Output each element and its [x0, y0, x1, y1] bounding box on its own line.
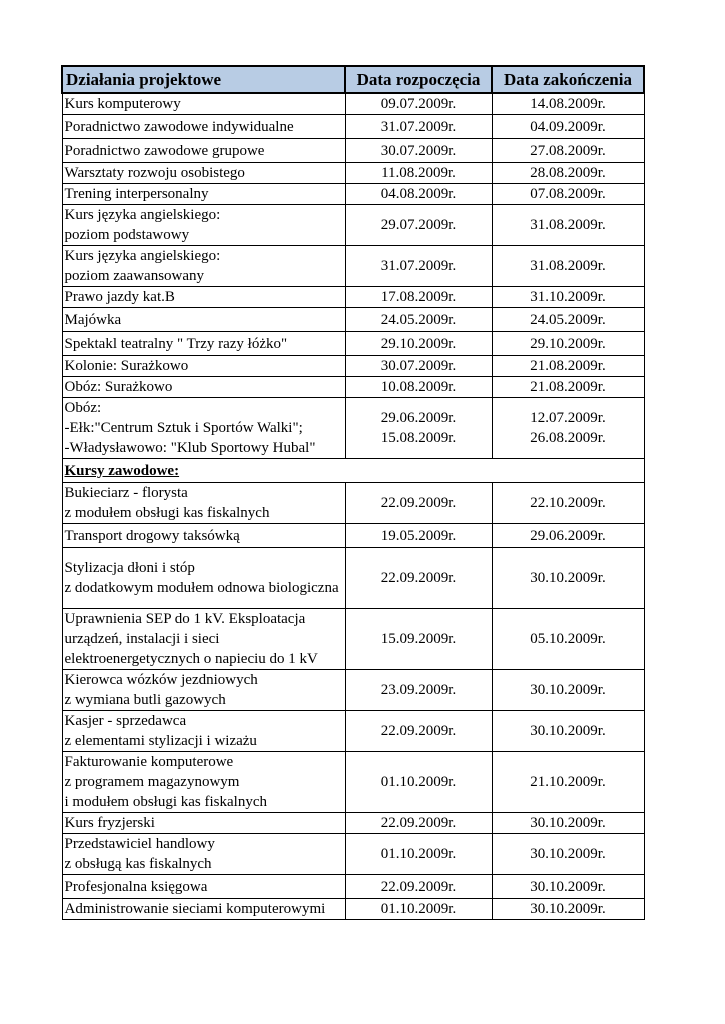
table-row	[62, 670, 644, 711]
table-row	[62, 524, 644, 548]
table-row	[62, 184, 644, 205]
course-name: Stylizacja dłoni i stóp z dodatkowym modułem odnowa biologiczna	[62, 548, 345, 609]
end-date: 30.10.2009r.	[492, 875, 644, 899]
start-date: 22.09.2009r.	[345, 711, 492, 752]
start-date: 22.09.2009r.	[345, 483, 492, 524]
end-date: 31.10.2009r.	[492, 287, 644, 308]
start-date: 01.10.2009r.	[345, 752, 492, 813]
table-row	[62, 609, 644, 670]
end-date: 31.08.2009r.	[492, 205, 644, 246]
activity-name: Obóz: -Ełk:"Centrum Sztuk i Sportów Walki"; -Władysławowo: "Klub Sportowy Hubal"	[62, 398, 345, 459]
table-row	[62, 332, 644, 356]
course-name: Kasjer - sprzedawca z elementami stylizacji i wizażu	[62, 711, 345, 752]
start-date: 22.09.2009r.	[345, 875, 492, 899]
end-date: 30.10.2009r.	[492, 834, 644, 875]
project-schedule-table	[61, 65, 645, 920]
course-name: Kierowca wózków jezdniowych z wymiana butli gazowych	[62, 670, 345, 711]
table-row	[62, 356, 644, 377]
end-date: 27.08.2009r.	[492, 139, 644, 163]
course-name: Profesjonalna księgowa	[62, 875, 345, 899]
end-date: 07.08.2009r.	[492, 184, 644, 205]
course-name: Transport drogowy taksówką	[62, 524, 345, 548]
activity-name: Kurs języka angielskiego: poziom podstawowy	[62, 205, 345, 246]
start-date: 09.07.2009r.	[345, 93, 492, 115]
table-row	[62, 163, 644, 184]
end-date: 22.10.2009r.	[492, 483, 644, 524]
end-date: 31.08.2009r.	[492, 246, 644, 287]
start-date: 30.07.2009r.	[345, 356, 492, 377]
activity-name: Obóz: Surażkowo	[62, 377, 345, 398]
end-date: 12.07.2009r. 26.08.2009r.	[492, 398, 644, 459]
table-row	[62, 752, 644, 813]
course-name: Fakturowanie komputerowe z programem magazynowym i modułem obsługi kas fiskalnych	[62, 752, 345, 813]
table-row	[62, 287, 644, 308]
start-date: 29.07.2009r.	[345, 205, 492, 246]
start-date: 17.08.2009r.	[345, 287, 492, 308]
table-row	[62, 139, 644, 163]
table-row	[62, 205, 644, 246]
end-date: 28.08.2009r.	[492, 163, 644, 184]
start-date: 30.07.2009r.	[345, 139, 492, 163]
start-date: 01.10.2009r.	[345, 899, 492, 920]
end-date: 30.10.2009r.	[492, 711, 644, 752]
table-row	[62, 398, 644, 459]
activity-name: Majówka	[62, 308, 345, 332]
header-row	[62, 66, 644, 93]
header-activity: Działania projektowe	[62, 66, 345, 93]
start-date: 22.09.2009r.	[345, 548, 492, 609]
start-date: 24.05.2009r.	[345, 308, 492, 332]
course-name: Administrowanie sieciami komputerowymi	[62, 899, 345, 920]
end-date: 21.08.2009r.	[492, 356, 644, 377]
section-title: Kursy zawodowe:	[62, 459, 644, 483]
start-date: 29.06.2009r. 15.08.2009r.	[345, 398, 492, 459]
header-start-date: Data rozpoczęcia	[345, 66, 492, 93]
end-date: 29.10.2009r.	[492, 332, 644, 356]
end-date: 21.08.2009r.	[492, 377, 644, 398]
end-date: 05.10.2009r.	[492, 609, 644, 670]
table-row	[62, 899, 644, 920]
activity-name: Kurs komputerowy	[62, 93, 345, 115]
start-date: 01.10.2009r.	[345, 834, 492, 875]
table-row	[62, 813, 644, 834]
start-date: 15.09.2009r.	[345, 609, 492, 670]
table-row	[62, 711, 644, 752]
course-name: Uprawnienia SEP do 1 kV. Eksploatacja urządzeń, instalacji i sieci elektroenergetycznych o napieciu do 1 kV	[62, 609, 345, 670]
end-date: 21.10.2009r.	[492, 752, 644, 813]
activity-name: Trening interpersonalny	[62, 184, 345, 205]
start-date: 11.08.2009r.	[345, 163, 492, 184]
course-name: Bukieciarz - florysta z modułem obsługi kas fiskalnych	[62, 483, 345, 524]
start-date: 10.08.2009r.	[345, 377, 492, 398]
start-date: 04.08.2009r.	[345, 184, 492, 205]
start-date: 22.09.2009r.	[345, 813, 492, 834]
header-end-date: Data zakończenia	[492, 66, 644, 93]
section-header-row	[62, 459, 644, 483]
end-date: 04.09.2009r.	[492, 115, 644, 139]
start-date: 19.05.2009r.	[345, 524, 492, 548]
table-row	[62, 246, 644, 287]
activity-name: Kurs języka angielskiego: poziom zaawansowany	[62, 246, 345, 287]
table-row	[62, 308, 644, 332]
course-name: Przedstawiciel handlowy z obsługą kas fiskalnych	[62, 834, 345, 875]
end-date: 29.06.2009r.	[492, 524, 644, 548]
start-date: 31.07.2009r.	[345, 115, 492, 139]
table-row	[62, 115, 644, 139]
table-row	[62, 483, 644, 524]
end-date: 24.05.2009r.	[492, 308, 644, 332]
activity-name: Kolonie: Surażkowo	[62, 356, 345, 377]
activity-name: Poradnictwo zawodowe indywidualne	[62, 115, 345, 139]
end-date: 30.10.2009r.	[492, 899, 644, 920]
start-date: 23.09.2009r.	[345, 670, 492, 711]
start-date: 31.07.2009r.	[345, 246, 492, 287]
end-date: 14.08.2009r.	[492, 93, 644, 115]
activity-name: Poradnictwo zawodowe grupowe	[62, 139, 345, 163]
end-date: 30.10.2009r.	[492, 548, 644, 609]
table-row	[62, 93, 644, 115]
end-date: 30.10.2009r.	[492, 813, 644, 834]
table-row	[62, 548, 644, 609]
table-row	[62, 834, 644, 875]
table-row	[62, 875, 644, 899]
end-date: 30.10.2009r.	[492, 670, 644, 711]
activity-name: Warsztaty rozwoju osobistego	[62, 163, 345, 184]
course-name: Kurs fryzjerski	[62, 813, 345, 834]
activity-name: Spektakl teatralny " Trzy razy łóżko"	[62, 332, 345, 356]
table-row	[62, 377, 644, 398]
activity-name: Prawo jazdy kat.B	[62, 287, 345, 308]
start-date: 29.10.2009r.	[345, 332, 492, 356]
